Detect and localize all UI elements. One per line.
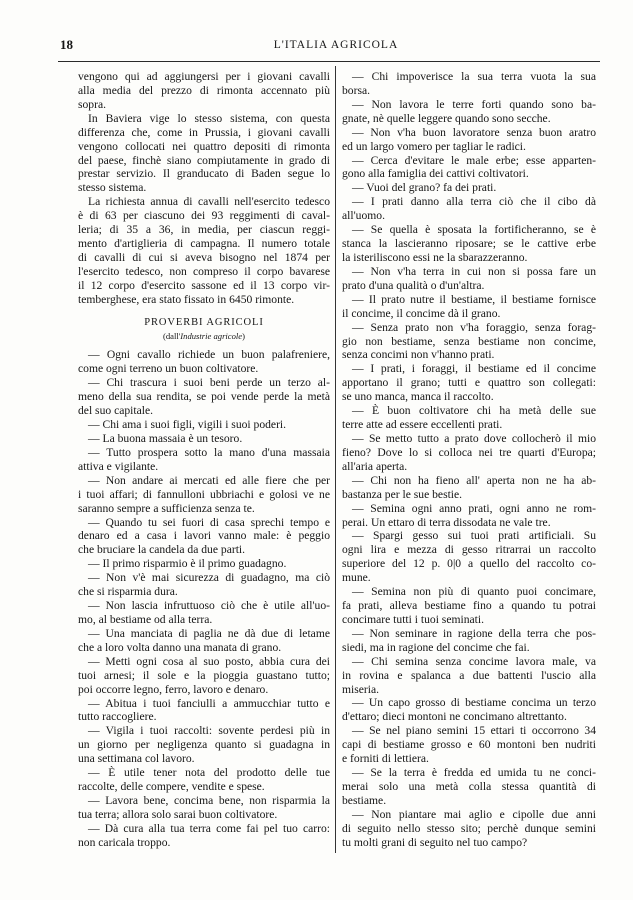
paragraph-line: è di 63 per ciascuno dei 93 reggimenti di caval- — [78, 209, 330, 223]
proverb — [342, 724, 596, 766]
proverb-line: attiva e vigilante. — [78, 459, 159, 473]
proverb-line: superiore del 12 p. 0|0 a quello del raccolto co- — [342, 557, 596, 571]
section-source — [78, 330, 330, 342]
proverb-line: — Chi impoverisce la sua terra vuota la sua — [352, 70, 596, 83]
proverb — [78, 794, 330, 822]
proverb-line: — Chi semina senza concime lavora male, va — [352, 654, 596, 668]
proverb — [78, 348, 330, 376]
proverb-line: — Tutto prospera sotto la mano d'una massaia — [88, 445, 330, 459]
proverb-line: — Chi trascura i suoi beni perde un terzo al- — [88, 376, 330, 390]
proverb — [342, 502, 596, 530]
proverb-line: mo, al bestiame od alla terra. — [78, 612, 213, 626]
proverb-line: — I prati, i foraggi, il bestiame ed il concime — [352, 362, 596, 376]
proverb-line: perai. Un ettaro di terra dissodata ne vale tre. — [342, 515, 551, 529]
proverb-line: gio non bestiame, senza bestiame non concime, — [342, 334, 596, 348]
proverb-line: — Dà cura alla tua terra come fai pel tuo carro: — [88, 821, 330, 835]
proverb-line: — Un capo grosso di bestiame concima un terzo — [352, 696, 596, 710]
proverb-line: mune. — [342, 571, 371, 585]
source-title: Industrie agricole — [180, 330, 243, 341]
proverb-line: come ogni terreno un buon coltivatore. — [78, 362, 259, 376]
proverb-line: — Se nel piano semini 15 ettari ti occorrono 34 — [352, 724, 596, 738]
proverb-line: tu molti grani di seguito nel tuo campo? — [342, 835, 528, 849]
proverb-line: tua terra; allora solo sarai buon coltivatore. — [78, 807, 278, 821]
proverb-line: saranno sempre a sufficienza senza te. — [78, 501, 255, 515]
proverb-line: all'uomo. — [342, 209, 385, 223]
proverb — [342, 223, 596, 265]
paragraph-line: differenza che, come in Prussia, i giovani cavalli — [78, 125, 330, 139]
paragraph-line: alla media del prezzo di rimonta accennato più — [78, 83, 330, 97]
proverb — [342, 98, 596, 126]
proverb-line: — Una manciata di paglia ne dà due di letame — [88, 626, 330, 640]
proverb-line: i tuoi affari; di fannulloni ubbriachi e golosi ve ne — [78, 487, 330, 501]
proverb — [78, 822, 330, 850]
proverb-line: ogni lira e mezza di gesso ritrarrai un raccolto — [342, 543, 596, 557]
proverb-line: — Non lascia infruttuoso ciò che è utile all'uo- — [88, 599, 330, 613]
proverb-line: capi di bestiame grosso e 60 montoni ben nudriti — [342, 738, 596, 752]
right-column — [342, 70, 596, 850]
proverb-line: — Non piantare mai aglio e cipolle due anni — [352, 807, 596, 821]
proverb-line: che bruciare la candela da due parti. — [78, 543, 246, 557]
running-title: L'ITALIA AGRICOLA — [273, 39, 399, 51]
proverb — [342, 195, 596, 223]
proverb — [342, 766, 596, 808]
proverb — [342, 627, 596, 655]
proverb-line: senza concimi non v'hanno prati. — [342, 348, 495, 362]
proverb — [342, 529, 596, 585]
proverb-line: in rovina e spalanca a due battenti l'uscio alla — [342, 668, 596, 682]
proverb-line: terre atte ad essere eccellenti prati. — [342, 418, 503, 432]
proverb — [342, 70, 596, 98]
proverb-line: — Non v'è mai sicurezza di guadagno, ma ciò — [88, 571, 330, 585]
proverb-line: fa prati, alleva bestiame fino a quando tu potrai — [342, 599, 596, 613]
source-suffix: ) — [242, 330, 245, 341]
proverb-line: — Non lavora le terre forti quando sono ba- — [352, 97, 596, 111]
paragraph-line: il 12 corpo d'esercito sassone ed il 13 corpo vir- — [78, 278, 330, 292]
proverb — [78, 376, 330, 418]
proverb — [78, 557, 330, 571]
proverb-line: una settimana col lavoro. — [78, 752, 195, 766]
page-number: 18 — [60, 37, 73, 52]
proverb — [342, 126, 596, 154]
paragraph-line: leria; di 35 a 36, in media, per ciascun reggi- — [78, 223, 330, 237]
paragraph — [78, 195, 330, 306]
proverb-line: siedi, ma in ragione del concime che fai. — [342, 640, 530, 654]
proverb-line: d'ettaro; dieci montoni ne concimano altrettanto. — [342, 710, 567, 724]
proverb-line: e forniti di lettiera. — [342, 752, 429, 766]
source-prefix: (dall' — [163, 330, 181, 341]
proverb — [78, 655, 330, 697]
proverb-line: che a loro volta danno una manata di grano. — [78, 640, 282, 654]
proverb — [78, 474, 330, 516]
proverb — [78, 697, 330, 725]
proverb-line: gono alla famiglia dei cattivi coltivatori. — [342, 167, 529, 181]
proverb-line: concimare tutti i tuoi seminati. — [342, 612, 484, 626]
proverb-line: — Metti ogni cosa al suo posto, abbia cura dei — [88, 654, 330, 668]
proverb-line: — È utile tener nota del prodotto delle tue — [88, 766, 330, 780]
paragraph-line: l'esercito tedesco, non compreso il corpo bavarese — [78, 264, 330, 278]
proverb — [342, 293, 596, 321]
proverb-line: — Non andare ai mercati ed alle fiere che per — [88, 473, 330, 487]
proverb — [78, 446, 330, 474]
proverb-line: — Se quella è sposata la fortificheranno, se è — [352, 223, 596, 237]
proverb-line: stanca la lascieranno riposare; se le cattive erbe — [342, 237, 596, 251]
proverb — [342, 696, 596, 724]
proverb-line: — I prati danno alla terra ciò che il cibo dà — [352, 195, 596, 209]
proverb-line: — Se metto tutto a prato dove collocherò il mio — [352, 431, 596, 445]
proverb-line: — Il prato nutre il bestiame, il bestiame fornisce — [352, 292, 596, 306]
proverb-line: — Chi non ha fieno all' aperta non ne ha ab- — [352, 473, 596, 487]
proverb — [78, 627, 330, 655]
paragraph-line: In Baviera vige lo stesso sistema, con questa — [88, 111, 330, 125]
proverb-line: gnate, nè quelle leggere quando sono secche. — [342, 111, 551, 125]
proverb-line: che si risparmia dura. — [78, 585, 178, 599]
proverb-line: merai solo una metà colla stessa quantità di — [342, 780, 596, 794]
proverb-line: raccolte, delle compere, vendite e spese. — [78, 780, 265, 794]
paragraph — [78, 112, 330, 196]
proverb-line: la isteriliscono essi ne la sbarazzeranno. — [342, 250, 528, 264]
section-title: PROVERBI AGRICOLI — [144, 316, 264, 328]
proverb-line: — Lavora bene, concima bene, non risparmia la — [88, 793, 330, 807]
proverb-line: — Vigila i tuoi raccolti: sovente perdesi più in — [88, 724, 330, 738]
proverb — [78, 571, 330, 599]
proverb-line: non caricala troppo. — [78, 835, 171, 849]
paragraph — [78, 70, 330, 112]
proverb — [342, 474, 596, 502]
proverb-line: bastanza per le sue bestie. — [342, 487, 463, 501]
proverb — [342, 265, 596, 293]
proverb — [78, 418, 330, 432]
proverb-line: — Cerca d'evitare le male erbe; esse apparten- — [352, 153, 596, 167]
left-column — [78, 70, 330, 850]
proverb-line: il concime, il concime dà il grano. — [342, 306, 501, 320]
proverb-line: — Vuoi del grano? fa dei prati. — [352, 181, 497, 195]
paragraph-line: La richiesta annua di cavalli nell'esercito tedesco — [88, 195, 330, 209]
paragraph-line: sopra. — [78, 97, 107, 111]
proverb — [342, 321, 596, 363]
proverb-line: meno della sua rendita, se poi vende perde la metà — [78, 390, 330, 404]
proverb-line: un giorno per negligenza quanto si guadagna in — [78, 738, 330, 752]
proverb-line: di seguito nello stesso sito; perchè dunque semini — [342, 821, 596, 835]
proverb-line: — Senza prato non v'ha foraggio, senza forag- — [352, 320, 596, 334]
proverb-line: bestiame. — [342, 793, 387, 807]
proverb-line: apportano il grano; tutti e quattro son collegati: — [342, 376, 596, 390]
proverb-line: — Quando tu sei fuori di casa sprechi tempo e — [88, 515, 330, 529]
proverb-line: borsa. — [342, 83, 371, 97]
header-rule — [58, 61, 600, 62]
proverb-line: — Chi ama i suoi figli, vigili i suoi poderi. — [88, 418, 287, 432]
proverb-line: — La buona massaia è un tesoro. — [88, 431, 243, 445]
proverb-line: — Ogni cavallo richiede un buon palafreniere, — [88, 348, 330, 362]
proverb-line: denaro ed a casa i lavori vanno male: è peggio — [78, 529, 330, 543]
proverb-line: miseria. — [342, 682, 380, 696]
proverb — [342, 432, 596, 474]
proverb — [342, 181, 596, 195]
proverb — [78, 432, 330, 446]
proverb — [342, 362, 596, 404]
proverb — [342, 808, 596, 850]
paragraph-line: del paese, finchè siano compiutamente in grado di — [78, 153, 330, 167]
proverb-line: — Abitua i tuoi fanciulli a ammucchiar tutto e — [88, 696, 330, 710]
proverbs-list-right — [342, 70, 596, 850]
proverb — [342, 585, 596, 627]
proverb-line: prato d'una qualità o d'un'altra. — [342, 278, 485, 292]
proverb — [342, 655, 596, 697]
proverb-line: poi occorre legno, ferro, lavoro e denaro. — [78, 682, 269, 696]
proverb — [342, 154, 596, 182]
proverb-line: — Non seminare in ragione della terra che pos- — [352, 626, 596, 640]
proverb-line: tuoi arnesi; il sole e la pioggia guastano tutto; — [78, 668, 330, 682]
paragraph-line: di cavalli di cui si aveva bisogno nel 1874 per — [78, 250, 330, 264]
proverb-line: — Se la terra è fredda ed umida tu ne conci- — [352, 766, 596, 780]
section-heading — [78, 307, 330, 349]
proverb-line: — Spargi gesso sui tuoi prati artificiali. Su — [352, 529, 596, 543]
paragraph-line: vengono collocati nei quattro depositi di rimonta — [78, 139, 330, 153]
intro-text — [78, 70, 330, 307]
proverb-line: se uno manca, manca il raccolto. — [342, 390, 494, 404]
proverb — [78, 516, 330, 558]
proverb-line: tutto raccogliere. — [78, 710, 157, 724]
paragraph-line: mento d'artiglieria di campagna. Il numero totale — [78, 237, 330, 251]
proverbs-list-left — [78, 348, 330, 849]
paragraph-line: temberghese, era stato fissato in 6450 rimonte. — [78, 292, 295, 306]
paragraph-line: stesso sistema. — [78, 181, 147, 195]
proverb — [78, 724, 330, 766]
proverb-line: — Semina non più di quanto puoi concimare, — [352, 585, 596, 599]
proverb-line: fieno? Dove lo si colloca nei tre quarti d'Europa; — [342, 445, 596, 459]
proverb-line: — Non v'ha buon lavoratore senza buon aratro — [352, 125, 596, 139]
proverb — [78, 599, 330, 627]
paragraph-line: prestar servizio. Il granducato di Baden segue lo — [78, 167, 330, 181]
proverb-line: — Semina ogni anno prati, ogni anno ne rom- — [352, 501, 596, 515]
proverb — [78, 766, 330, 794]
proverb-line: del suo capitale. — [78, 404, 154, 418]
proverb-line: all'aria aperta. — [342, 459, 408, 473]
proverb-line: — È buon coltivatore chi ha metà delle sue — [352, 404, 596, 418]
proverb — [342, 404, 596, 432]
proverb-line: — Il primo risparmio è il primo guadagno. — [88, 557, 287, 571]
column-divider — [335, 66, 336, 853]
proverb-line: ed un largo vomero per tagliar le radici. — [342, 139, 526, 153]
proverb-line: — Non v'ha terra in cui non si possa fare un — [352, 264, 596, 278]
paragraph-line: vengono qui ad aggiungersi per i giovani cavalli — [78, 70, 330, 83]
